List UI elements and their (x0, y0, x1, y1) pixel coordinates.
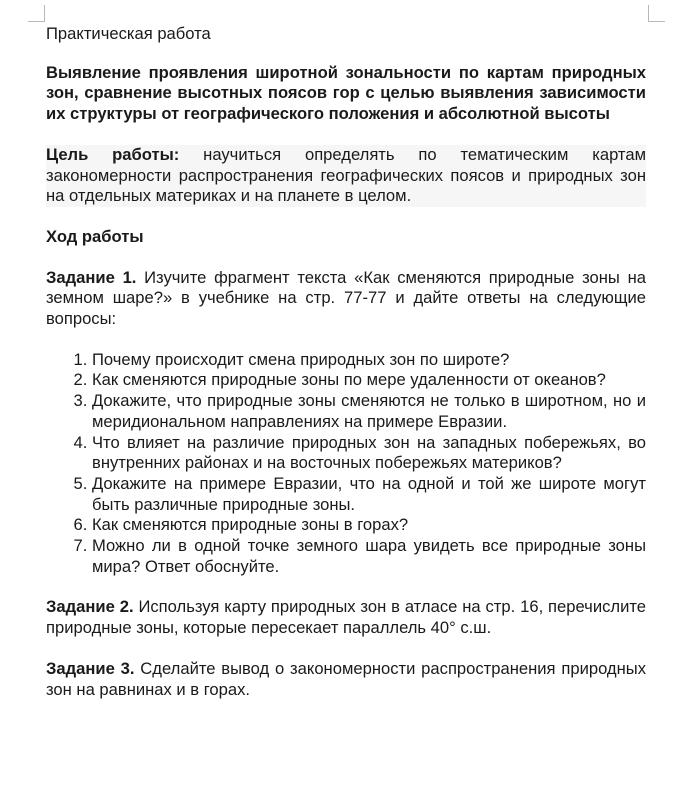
document-title: Практическая работа (46, 24, 211, 43)
task-1-label: Задание 1. (46, 267, 137, 287)
work-aim (46, 145, 646, 207)
question-item: 6. Как сменяются природные зоны в горах? (92, 515, 646, 536)
aim-label: Цель работы: (46, 144, 180, 164)
question-item: 3. Докажите, что природные зоны сменяются не только в широтном, но и меридиональном направлениях на примере Евразии. (92, 391, 646, 432)
task-3-label: Задание 3. (46, 658, 135, 678)
aim-text: научиться определять по тематическим картам закономерности распространения географических поясов и природных зон на отдельных материках и на планете в целом. (46, 144, 646, 206)
question-list (46, 350, 646, 578)
task-2-label: Задание 2. (46, 597, 134, 617)
question-item: 2. Как сменяются природные зоны по мере удаленности от океанов? (92, 370, 646, 391)
question-item: 4. Что влияет на различие природных зон на западных побережьях, во внутренних районах и на восточных побережьях материков? (92, 433, 646, 474)
task-2 (46, 597, 646, 638)
task-3-text: Сделайте вывод о закономерности распространения природных зон на равнинах и в горах. (46, 658, 647, 699)
task-1 (46, 268, 646, 330)
question-item: 7. Можно ли в одной точке земного шара увидеть все природные зоны мира? Ответ обоснуйте. (92, 536, 646, 577)
progress-heading: Ход работы (46, 226, 144, 246)
question-item: 1. Почему происходит смена природных зон по широте? (92, 350, 646, 371)
document-page (46, 24, 646, 720)
task-1-text: Изучите фрагмент текста «Как сменяются природные зоны на земном шаре?» в учебнике на стр. 77-77 и дайте ответы на следующие вопросы: (46, 267, 646, 329)
task-3 (46, 659, 646, 700)
question-item: 5. Докажите на примере Евразии, что на одной и той же широте могут быть различные природные зоны. (92, 474, 646, 515)
page-corner-mark-left (28, 5, 45, 22)
work-topic: Выявление проявления широтной зональности по картам природных зон, сравнение высотных поясов гор с целью выявления зависимости их структуры от географического положения и абсолютной высоты (46, 62, 646, 124)
page-corner-mark-right (648, 5, 665, 22)
task-2-text: Используя карту природных зон в атласе на стр. 16, перечислите природные зоны, которые пересекает параллель 40° с.ш. (46, 597, 646, 638)
